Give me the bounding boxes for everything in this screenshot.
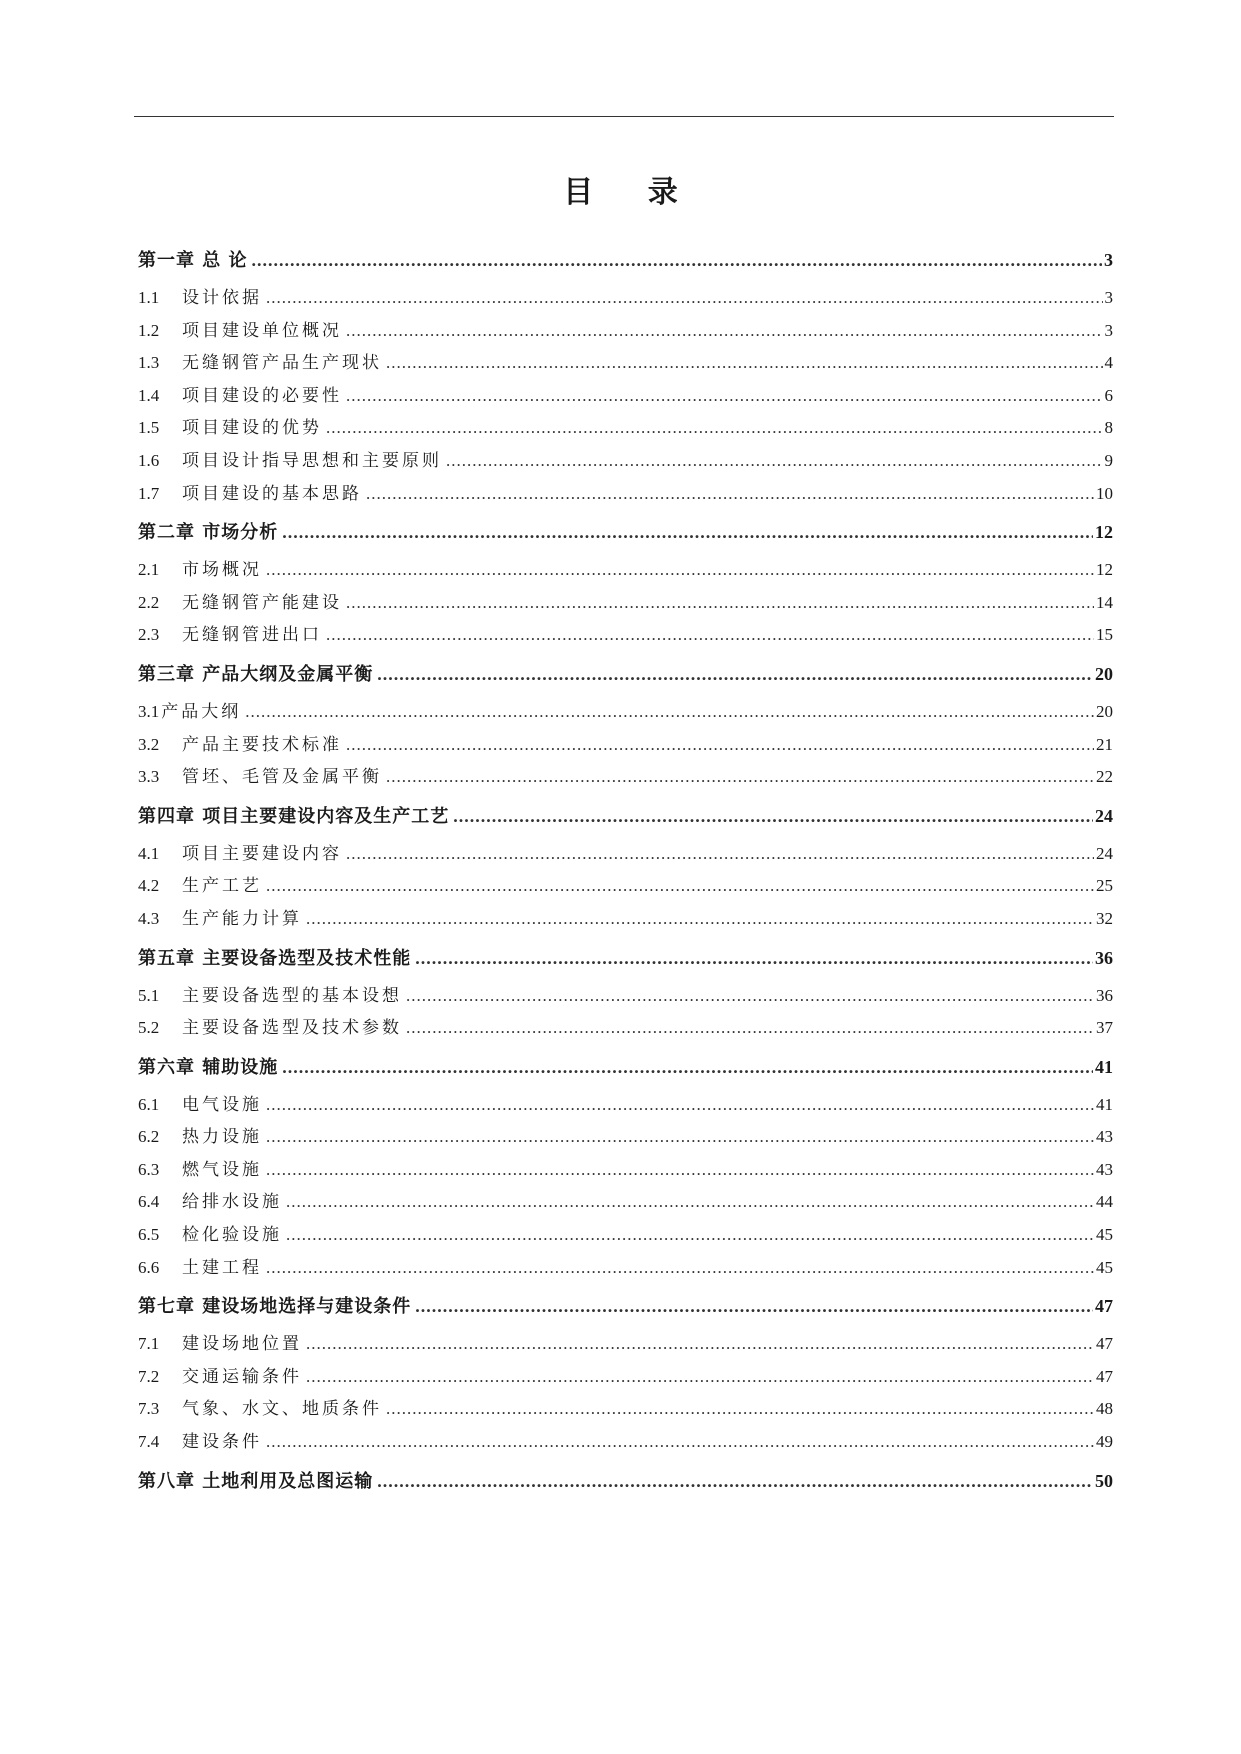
dot-leader — [346, 380, 1103, 413]
toc-entry-label: 生产能力计算 — [182, 908, 302, 929]
toc-section-entry[interactable] — [138, 1252, 1113, 1285]
table-of-contents — [138, 238, 1113, 1503]
toc-page-number: 25 — [1096, 876, 1113, 896]
toc-page-number: 50 — [1095, 1470, 1113, 1491]
toc-section-number: 1.4 — [138, 385, 160, 405]
toc-page-number: 44 — [1096, 1192, 1113, 1212]
toc-page-number: 10 — [1096, 483, 1113, 503]
toc-section-number: 4.3 — [138, 908, 160, 928]
dot-leader — [446, 445, 1103, 478]
toc-section-entry[interactable] — [138, 761, 1113, 794]
toc-entry-label: 第七章 建设场地选择与建设条件 — [138, 1296, 412, 1318]
dot-leader — [377, 1459, 1093, 1503]
toc-section-number: 2.3 — [138, 625, 160, 645]
toc-section-number: 7.4 — [138, 1432, 160, 1452]
toc-entry-label: 产品大纲 — [161, 701, 242, 722]
dot-leader — [266, 1121, 1094, 1154]
toc-section-number: 6.3 — [138, 1159, 160, 1179]
dot-leader — [386, 761, 1094, 794]
dot-leader — [346, 838, 1094, 871]
toc-section-number: 1.5 — [138, 418, 160, 438]
toc-section-entry[interactable] — [138, 1393, 1113, 1426]
dot-leader — [306, 1361, 1094, 1394]
toc-section-number: 7.1 — [138, 1334, 160, 1354]
toc-entry-label: 建设条件 — [182, 1432, 262, 1453]
toc-section-entry[interactable] — [138, 315, 1113, 348]
toc-section-entry[interactable] — [138, 696, 1113, 729]
toc-section-entry[interactable] — [138, 282, 1113, 315]
toc-section-number: 5.2 — [138, 1018, 160, 1038]
toc-page-number: 12 — [1095, 522, 1113, 543]
toc-section-number: 3.1 — [138, 701, 160, 721]
toc-entry-label: 生产工艺 — [182, 876, 262, 897]
dot-leader — [415, 936, 1093, 980]
toc-section-entry[interactable] — [138, 1154, 1113, 1187]
toc-section-number: 7.3 — [138, 1399, 160, 1419]
toc-entry-label: 电气设施 — [182, 1094, 262, 1115]
toc-section-entry[interactable] — [138, 1012, 1113, 1045]
toc-entry-label: 第三章 产品大纲及金属平衡 — [138, 663, 374, 685]
toc-section-number: 5.1 — [138, 985, 160, 1005]
toc-entry-label: 设计依据 — [182, 288, 262, 308]
dot-leader — [286, 1186, 1094, 1219]
toc-page-number: 47 — [1095, 1296, 1113, 1317]
toc-entry-label: 无缝钢管产品生产现状 — [182, 353, 382, 374]
toc-section-number: 6.1 — [138, 1094, 160, 1114]
dot-leader — [406, 1012, 1094, 1045]
dot-leader — [306, 1328, 1094, 1361]
toc-page-number: 41 — [1095, 1056, 1113, 1077]
dot-leader — [252, 238, 1102, 282]
dot-leader — [266, 554, 1094, 587]
dot-leader — [415, 1284, 1093, 1328]
toc-page-number: 48 — [1096, 1399, 1113, 1419]
toc-entry-label: 市场概况 — [182, 560, 262, 581]
toc-section-entry[interactable] — [138, 1426, 1113, 1459]
toc-entry-label: 燃气设施 — [182, 1159, 262, 1180]
toc-page-number: 24 — [1096, 843, 1113, 863]
toc-entry-label: 第五章 主要设备选型及技术性能 — [138, 947, 412, 969]
dot-leader — [266, 1252, 1094, 1285]
toc-chapter-entry[interactable] — [138, 510, 1113, 554]
dot-leader — [306, 903, 1094, 936]
toc-page-number: 22 — [1096, 767, 1113, 787]
toc-entry-label: 交通运输条件 — [182, 1366, 302, 1387]
toc-page-number: 15 — [1096, 625, 1113, 645]
toc-section-number: 1.3 — [138, 353, 160, 373]
toc-section-number: 1.6 — [138, 450, 160, 470]
toc-section-entry[interactable] — [138, 445, 1113, 478]
toc-page-number: 24 — [1095, 805, 1113, 826]
toc-chapter-entry[interactable] — [138, 1284, 1113, 1328]
toc-section-number: 4.2 — [138, 876, 160, 896]
toc-page-number: 3 — [1104, 288, 1113, 307]
dot-leader — [282, 1045, 1093, 1089]
toc-entry-label: 主要设备选型及技术参数 — [182, 1018, 402, 1039]
toc-entry-label: 主要设备选型的基本设想 — [182, 985, 402, 1006]
toc-section-number: 1.7 — [138, 483, 160, 503]
toc-section-entry[interactable] — [138, 870, 1113, 903]
toc-section-number: 7.2 — [138, 1366, 160, 1386]
toc-page-number: 8 — [1104, 418, 1113, 438]
toc-section-entry[interactable] — [138, 412, 1113, 445]
toc-page-number: 21 — [1096, 734, 1113, 754]
dot-leader — [286, 1219, 1094, 1252]
toc-page-number: 20 — [1096, 701, 1113, 721]
toc-chapter-entry[interactable] — [138, 936, 1113, 980]
toc-section-entry[interactable] — [138, 903, 1113, 936]
toc-page-number: 9 — [1104, 450, 1113, 470]
toc-section-number: 3.2 — [138, 734, 160, 754]
toc-page-number: 45 — [1096, 1225, 1113, 1245]
toc-section-number: 6.2 — [138, 1127, 160, 1147]
toc-section-number: 6.4 — [138, 1192, 160, 1212]
toc-entry-label: 土建工程 — [182, 1257, 262, 1278]
toc-page-number: 45 — [1096, 1257, 1113, 1277]
toc-entry-label: 第一章 总 论 — [138, 250, 248, 271]
toc-section-number: 2.2 — [138, 592, 160, 612]
toc-entry-label: 项目建设的必要性 — [182, 385, 342, 406]
toc-section-number: 6.5 — [138, 1225, 160, 1245]
dot-leader — [266, 282, 1103, 315]
toc-page-number: 6 — [1104, 385, 1113, 405]
toc-chapter-entry[interactable] — [138, 1459, 1113, 1503]
toc-page-number: 3 — [1104, 250, 1113, 270]
toc-entry-label: 给排水设施 — [182, 1192, 282, 1213]
toc-entry-label: 项目建设的优势 — [182, 418, 322, 439]
toc-section-entry[interactable] — [138, 838, 1113, 871]
toc-section-entry[interactable] — [138, 1121, 1113, 1154]
dot-leader — [386, 1393, 1094, 1426]
toc-entry-label: 第八章 土地利用及总图运输 — [138, 1470, 374, 1492]
toc-section-entry[interactable] — [138, 554, 1113, 587]
toc-page-number: 12 — [1096, 560, 1113, 580]
toc-entry-label: 第四章 项目主要建设内容及生产工艺 — [138, 805, 450, 827]
toc-entry-label: 管坯、毛管及金属平衡 — [182, 767, 382, 788]
dot-leader — [366, 478, 1094, 511]
toc-chapter-entry[interactable] — [138, 794, 1113, 838]
dot-leader — [245, 696, 1094, 729]
toc-entry-label: 项目主要建设内容 — [182, 843, 342, 864]
toc-entry-label: 项目建设单位概况 — [182, 320, 342, 341]
toc-page-number: 4 — [1104, 353, 1113, 373]
toc-entry-label: 检化验设施 — [182, 1225, 282, 1246]
dot-leader — [326, 412, 1103, 445]
dot-leader — [453, 794, 1093, 838]
toc-page-number: 47 — [1096, 1366, 1113, 1386]
dot-leader — [346, 315, 1103, 348]
toc-section-entry[interactable] — [138, 1089, 1113, 1122]
dot-leader — [346, 729, 1094, 762]
toc-section-entry[interactable] — [138, 1361, 1113, 1394]
toc-section-number: 4.1 — [138, 843, 160, 863]
dot-leader — [346, 587, 1094, 620]
toc-section-number: 6.6 — [138, 1257, 160, 1277]
header-rule — [134, 116, 1114, 117]
toc-entry-label: 产品主要技术标准 — [182, 734, 342, 755]
toc-entry-label: 项目建设的基本思路 — [182, 483, 362, 504]
toc-section-number: 2.1 — [138, 560, 160, 580]
toc-chapter-entry[interactable] — [138, 238, 1113, 282]
toc-chapter-entry[interactable] — [138, 652, 1113, 696]
toc-section-entry[interactable] — [138, 729, 1113, 762]
toc-entry-label: 第二章 市场分析 — [138, 522, 279, 544]
toc-entry-label: 无缝钢管进出口 — [182, 625, 322, 646]
toc-page-number: 43 — [1096, 1127, 1113, 1147]
toc-page-number: 47 — [1096, 1334, 1113, 1354]
dot-leader — [386, 347, 1103, 380]
dot-leader — [266, 1089, 1094, 1122]
toc-entry-label: 热力设施 — [182, 1127, 262, 1148]
dot-leader — [266, 1426, 1094, 1459]
toc-page-number: 37 — [1096, 1018, 1113, 1038]
toc-entry-label: 第六章 辅助设施 — [138, 1056, 279, 1078]
toc-section-entry[interactable] — [138, 478, 1113, 511]
toc-page-number: 3 — [1104, 320, 1113, 340]
toc-section-entry[interactable] — [138, 587, 1113, 620]
toc-section-entry[interactable] — [138, 1186, 1113, 1219]
toc-section-entry[interactable] — [138, 619, 1113, 652]
dot-leader — [406, 980, 1094, 1013]
toc-section-entry[interactable] — [138, 980, 1113, 1013]
toc-page-number: 41 — [1096, 1094, 1113, 1114]
toc-chapter-entry[interactable] — [138, 1045, 1113, 1089]
toc-page-number: 32 — [1096, 908, 1113, 928]
toc-section-entry[interactable] — [138, 1219, 1113, 1252]
dot-leader — [266, 1154, 1094, 1187]
dot-leader — [326, 619, 1094, 652]
toc-section-entry[interactable] — [138, 1328, 1113, 1361]
dot-leader — [282, 510, 1093, 554]
toc-entry-label: 项目设计指导思想和主要原则 — [182, 450, 442, 471]
toc-section-entry[interactable] — [138, 380, 1113, 413]
toc-entry-label: 建设场地位置 — [182, 1334, 302, 1355]
toc-page-number: 36 — [1095, 947, 1113, 968]
dot-leader — [266, 870, 1094, 903]
toc-page-number: 14 — [1096, 592, 1113, 612]
toc-entry-label: 无缝钢管产能建设 — [182, 592, 342, 613]
toc-page-number: 49 — [1096, 1432, 1113, 1452]
toc-page-number: 20 — [1095, 663, 1113, 684]
toc-section-number: 1.1 — [138, 288, 160, 307]
toc-section-number: 3.3 — [138, 767, 160, 787]
toc-section-number: 1.2 — [138, 320, 160, 340]
toc-section-entry[interactable] — [138, 347, 1113, 380]
dot-leader — [377, 652, 1093, 696]
toc-page-number: 43 — [1096, 1159, 1113, 1179]
toc-page-number: 36 — [1096, 985, 1113, 1005]
toc-entry-label: 气象、水文、地质条件 — [182, 1399, 382, 1420]
page-title: 目 录 — [563, 175, 700, 210]
